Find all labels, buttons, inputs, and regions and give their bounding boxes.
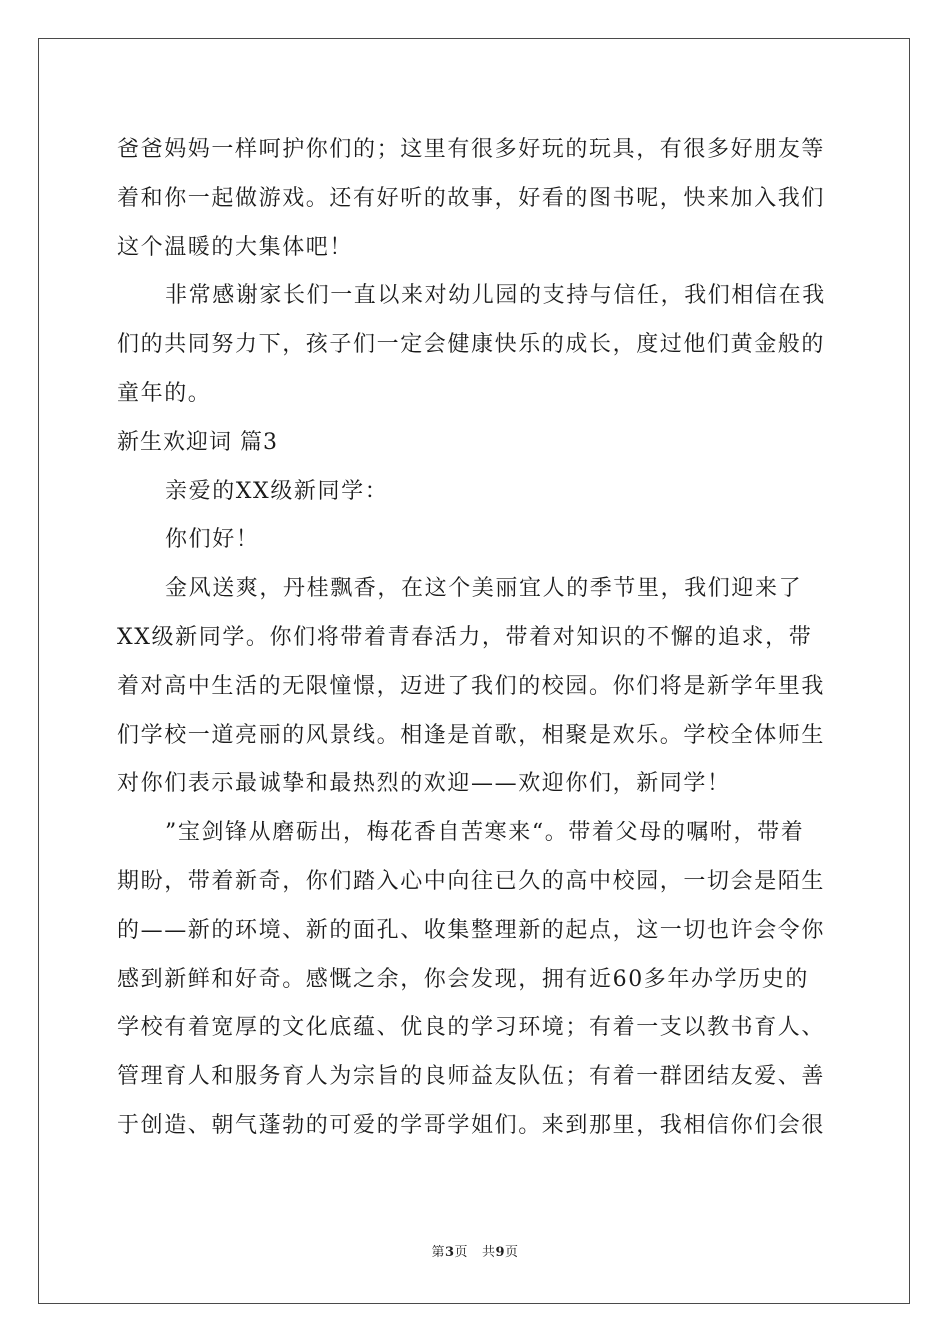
text-line: 爸爸妈妈一样呵护你们的；这里有很多好玩的玩具，有很多好朋友等	[117, 137, 826, 162]
text-line: 着和你一起做游戏。还有好听的故事，好看的图书呢，快来加入我们	[117, 185, 826, 211]
current-page-number: 3	[444, 1245, 455, 1260]
text-line: ”宝剑锋从磨砺出，梅花香自苦寒来“。带着父母的嘱咐，带着	[165, 820, 805, 846]
greeting: 你们好！	[165, 527, 260, 553]
text-line: 期盼，带着新奇，你们踏入心中向往已久的高中校园，一切会是陌生	[117, 868, 826, 894]
text-line: XX级新同学。你们将带着青春活力，带着对知识的不懈的追求，带	[117, 624, 813, 650]
text-line: 对你们表示最诚挚和最热烈的欢迎——欢迎你们，新同学！	[117, 771, 731, 797]
text-line: 着对高中生活的无限憧憬，迈进了我们的校园。你们将是新学年里我	[117, 673, 826, 699]
total-pages-number: 9	[495, 1245, 506, 1260]
section-heading: 新生欢迎词 篇3	[117, 429, 278, 455]
text-line: 管理育人和服务育人为宗旨的良师益友队伍；有着一群团结友爱、善	[117, 1064, 826, 1090]
text-line: 学校有着宽厚的文化底蕴、优良的学习环境；有着一支以教书育人、	[117, 1015, 826, 1041]
text-line: 金风送爽，丹桂飘香，在这个美丽宜人的季节里，我们迎来了	[165, 576, 803, 602]
page-prefix: 第	[431, 1245, 445, 1260]
page-suffix: 页	[454, 1245, 469, 1260]
text-line: 感到新鲜和好奇。感慨之余，你会发现，拥有近60多年办学历史的	[117, 966, 809, 992]
text-line: 们学校一道亮丽的风景线。相逢是首歌，相聚是欢乐。学校全体师生	[117, 722, 826, 748]
salutation: 亲爱的XX级新同学：	[165, 478, 389, 504]
text-line: 的——新的环境、新的面孔、收集整理新的起点，这一切也许会令你	[117, 917, 826, 943]
text-line: 童年的。	[117, 380, 212, 406]
text-line: 们的共同努力下，孩子们一定会健康快乐的成长，度过他们黄金般的	[117, 332, 826, 358]
document-body	[117, 126, 837, 1151]
page-footer	[0, 1244, 950, 1262]
total-suffix: 页	[505, 1245, 519, 1260]
text-line: 非常感谢家长们一直以来对幼儿园的支持与信任，我们相信在我	[165, 283, 826, 309]
text-line: 于创造、朝气蓬勃的可爱的学哥学姐们。来到那里，我相信你们会很	[117, 1112, 826, 1138]
total-prefix: 共	[481, 1245, 496, 1260]
text-line: 这个温暖的大集体吧！	[117, 234, 354, 260]
